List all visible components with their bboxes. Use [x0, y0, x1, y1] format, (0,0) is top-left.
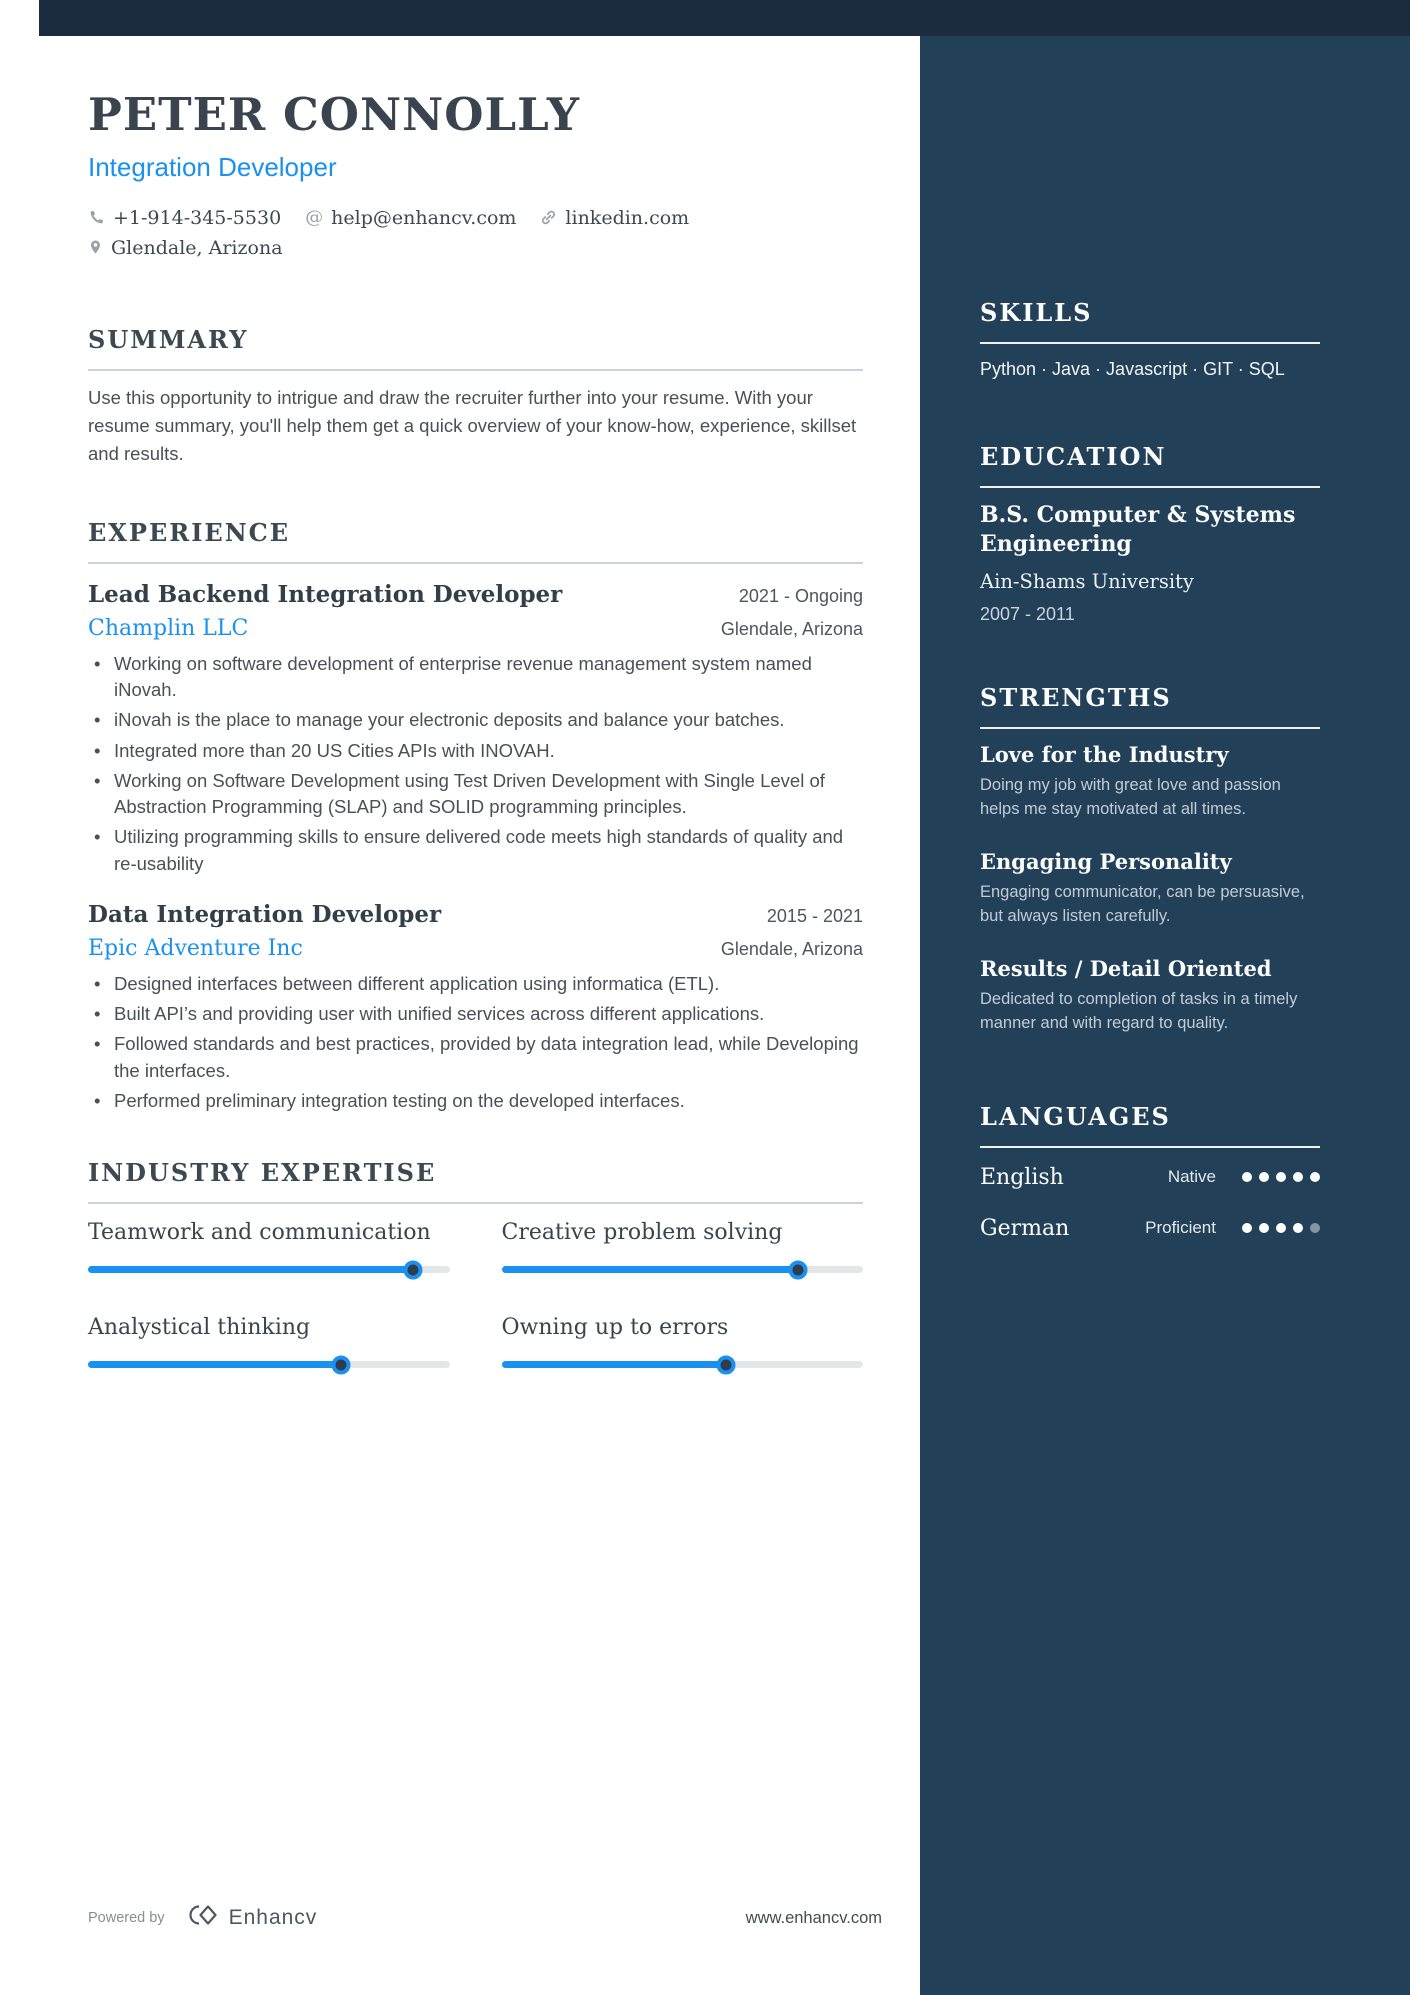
strength-text: Engaging communicator, can be persuasive, but always listen carefully.	[980, 882, 1305, 925]
job-location: Glendale, Arizona	[720, 938, 863, 959]
location-item	[88, 237, 283, 259]
phone-icon	[88, 209, 105, 226]
job-entry	[88, 581, 863, 877]
industry-expertise-section	[88, 1158, 863, 1368]
summary-section	[88, 325, 863, 468]
rating-dot	[1293, 1223, 1303, 1233]
language-rating-dots	[1242, 1223, 1320, 1233]
job-bullet: • Integrated more than 20 US Cities APIs with INOVAH.	[88, 738, 863, 764]
summary-heading: SUMMARY	[88, 325, 863, 371]
strength-title: Engaging Personality	[980, 848, 1232, 874]
expertise-item	[502, 1315, 864, 1368]
rating-dot	[1310, 1223, 1320, 1233]
slider-knob	[788, 1260, 807, 1279]
expertise-slider	[88, 1266, 450, 1273]
strengths-section	[980, 683, 1320, 1036]
rating-dot	[1276, 1172, 1286, 1182]
language-name: English	[980, 1164, 1064, 1190]
rating-dot	[1242, 1223, 1252, 1233]
job-bullets	[88, 651, 863, 877]
job-bullet: • Followed standards and best practices, provided by data integration lead, while Developing the interfaces.	[88, 1031, 863, 1084]
strength-item	[980, 849, 1320, 929]
job-bullets	[88, 971, 863, 1114]
job-title: Lead Backend Integration Developer	[88, 580, 563, 608]
education-years: 2007 - 2011	[980, 604, 1075, 625]
link-icon	[540, 209, 557, 226]
rating-dot	[1276, 1223, 1286, 1233]
education-heading: EDUCATION	[980, 442, 1320, 488]
contact-row-location	[88, 237, 863, 259]
at-icon: @	[305, 207, 324, 228]
slider-fill	[88, 1266, 413, 1273]
strength-item	[980, 742, 1320, 822]
experience-section	[88, 518, 863, 1114]
job-company: Epic Adventure Inc	[88, 935, 303, 961]
language-level: Native	[1167, 1167, 1216, 1187]
slider-knob	[716, 1355, 735, 1374]
expertise-item	[502, 1220, 864, 1273]
slider-fill	[88, 1361, 341, 1368]
job-company: Champlin LLC	[88, 615, 249, 641]
expertise-item	[88, 1220, 450, 1273]
rating-dot	[1310, 1172, 1320, 1182]
summary-text: Use this opportunity to intrigue and draw the recruiter further into your resume. With your resume summary, you'll help them get a quick overview of your know-how, experience, skillset and results.	[88, 386, 857, 464]
job-bullet: • Utilizing programming skills to ensure delivered code meets high standards of quality and re-usability	[88, 824, 863, 877]
slider-fill	[502, 1266, 798, 1273]
rating-dot	[1242, 1172, 1252, 1182]
contact-row	[88, 207, 863, 229]
expertise-slider	[502, 1266, 864, 1273]
expertise-slider	[88, 1361, 450, 1368]
expertise-label: Creative problem solving	[501, 1220, 783, 1246]
candidate-name: PETER CONNOLLY	[88, 88, 580, 141]
linkedin-url[interactable]: linkedin.com	[565, 206, 690, 229]
strength-title: Results / Detail Oriented	[980, 955, 1272, 981]
email-address[interactable]: help@enhancv.com	[331, 206, 517, 229]
expertise-grid	[88, 1220, 863, 1368]
expertise-label: Teamwork and communication	[88, 1220, 431, 1246]
job-bullet: • Working on Software Development using Test Driven Development with Single Level of Abstraction Programming (SLAP) and SOLID programming principles.	[88, 768, 863, 821]
slider-fill	[502, 1361, 726, 1368]
brand-wordmark: Enhancv	[228, 1905, 318, 1929]
job-bullet: • Working on software development of enterprise revenue management system named iNovah.	[88, 651, 863, 704]
expertise-label: Analystical thinking	[88, 1315, 311, 1341]
strength-item	[980, 956, 1320, 1036]
website-url[interactable]: www.enhancv.com	[745, 1909, 882, 1927]
skills-section	[980, 298, 1320, 380]
expertise-slider	[502, 1361, 864, 1368]
education-section	[980, 442, 1320, 625]
job-entry	[88, 901, 863, 1114]
job-bullet: • Designed interfaces between different application using informatica (ETL).	[88, 971, 863, 997]
linkedin-item[interactable]	[540, 207, 689, 229]
rating-dot	[1259, 1223, 1269, 1233]
industry-expertise-heading: INDUSTRY EXPERTISE	[88, 1158, 863, 1204]
job-title: Data Integration Developer	[88, 900, 442, 928]
job-location: Glendale, Arizona	[720, 618, 863, 639]
languages-section	[980, 1102, 1320, 1241]
expertise-item	[88, 1315, 450, 1368]
education-school: Ain-Shams University	[980, 570, 1194, 594]
strength-text: Doing my job with great love and passion helps me stay motivated at all times.	[980, 776, 1281, 818]
experience-heading: EXPERIENCE	[88, 518, 863, 564]
phone-item	[88, 207, 281, 229]
job-dates: 2015 - 2021	[766, 905, 863, 926]
language-name: German	[980, 1215, 1070, 1241]
sidebar	[920, 36, 1410, 1995]
language-level: Proficient	[1145, 1218, 1216, 1238]
skills-heading: SKILLS	[980, 298, 1320, 344]
job-bullet: • Built API’s and providing user with unified services across different applications.	[88, 1001, 863, 1027]
expertise-label: Owning up to errors	[501, 1315, 729, 1341]
education-degree: B.S. Computer & Systems Engineering	[980, 502, 1296, 558]
powered-by-label: Powered by	[88, 1909, 165, 1926]
rating-dot	[1293, 1172, 1303, 1182]
skills-list: Python · Java · Javascript · GIT · SQL	[980, 359, 1285, 379]
location-pin-icon	[88, 239, 103, 256]
strengths-heading: STRENGTHS	[980, 683, 1320, 729]
slider-knob	[332, 1355, 351, 1374]
location-text: Glendale, Arizona	[111, 236, 283, 259]
languages-heading: LANGUAGES	[980, 1102, 1320, 1148]
candidate-title: Integration Developer	[88, 151, 337, 182]
language-row	[980, 1216, 1320, 1241]
job-dates: 2021 - Ongoing	[738, 585, 863, 606]
language-row	[980, 1165, 1320, 1190]
footer	[88, 1903, 317, 1932]
job-bullet: • iNovah is the place to manage your electronic deposits and balance your batches.	[88, 707, 863, 733]
email-item[interactable]	[305, 207, 516, 229]
strength-title: Love for the Industry	[980, 742, 1229, 768]
language-rating-dots	[1242, 1172, 1320, 1182]
enhancv-logo-icon	[183, 1903, 219, 1932]
job-bullet: • Performed preliminary integration testing on the developed interfaces.	[88, 1088, 863, 1114]
main-column	[88, 0, 863, 1368]
strength-text: Dedicated to completion of tasks in a timely manner and with regard to quality.	[980, 989, 1298, 1032]
rating-dot	[1259, 1172, 1269, 1182]
slider-knob	[404, 1260, 423, 1279]
phone-number: +1-914-345-5530	[113, 206, 282, 229]
